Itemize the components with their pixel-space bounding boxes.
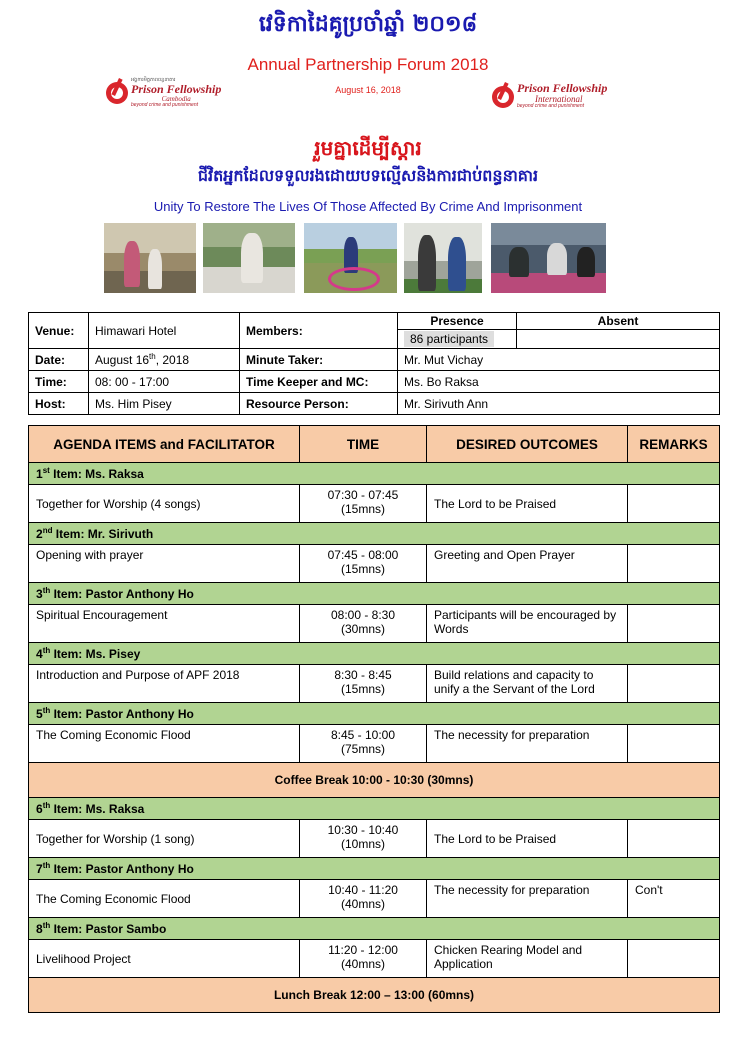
- members-label: Members:: [240, 313, 398, 349]
- header-desired-outcomes: DESIRED OUTCOMES: [427, 426, 628, 463]
- logo-name: Prison Fellowship: [131, 82, 222, 97]
- header-remarks: REMARKS: [628, 426, 720, 463]
- venue-label: Venue:: [29, 313, 89, 349]
- section-facilitator: 2nd Item: Mr. Sirivuth: [29, 523, 720, 545]
- host-value: Ms. Him Pisey: [89, 393, 240, 415]
- section-facilitator: 3th Item: Pastor Anthony Ho: [29, 583, 720, 605]
- agenda-header-row: [29, 426, 720, 463]
- host-label: Host:: [29, 393, 89, 415]
- agenda-outcome: The Lord to be Praised: [427, 820, 628, 858]
- presence-value: 86 participants: [404, 331, 494, 347]
- agenda-time: 10:30 - 10:40 (10mns): [300, 820, 427, 858]
- khmer-title: វេទិកាដៃគូប្រចាំឆ្នាំ ២០១៨: [258, 12, 478, 37]
- photo-child-washing: [203, 223, 295, 293]
- section-facilitator: 6th Item: Ms. Raksa: [29, 798, 720, 820]
- logo-sub: International: [535, 93, 583, 104]
- event-date: August 16, 2018: [335, 85, 401, 95]
- agenda-remark: [628, 725, 720, 763]
- prison-fellowship-international-logo: [492, 82, 607, 109]
- agenda-item-row: [29, 725, 720, 763]
- section-facilitator: 8th Item: Pastor Sambo: [29, 918, 720, 940]
- agenda-time: 07:30 - 07:45 (15mns): [300, 485, 427, 523]
- venue-value: Himawari Hotel: [89, 313, 240, 349]
- agenda-remark: [628, 545, 720, 583]
- logo-tagline: beyond crime and punishment: [517, 103, 584, 110]
- agenda-remark: [628, 605, 720, 643]
- agenda-section-row: [29, 858, 720, 880]
- header-agenda-items: AGENDA ITEMS and FACILITATOR: [29, 426, 300, 463]
- time-label: Time:: [29, 371, 89, 393]
- agenda-section-row: [29, 463, 720, 485]
- logo-sub: Cambodia: [161, 94, 191, 103]
- page-title: Annual Partnership Forum 2018: [247, 55, 489, 74]
- lunch-break-row: [29, 978, 720, 1013]
- agenda-remark: Con't: [628, 880, 720, 918]
- absent-value: [517, 330, 720, 349]
- section-facilitator: 4th Item: Ms. Pisey: [29, 643, 720, 665]
- agenda-item-row: [29, 820, 720, 858]
- agenda-time: 8:45 - 10:00 (75mns): [300, 725, 427, 763]
- logo-name: Prison Fellowship: [517, 81, 608, 95]
- agenda-time: 8:30 - 8:45 (15mns): [300, 665, 427, 703]
- pf-logo-icon: [106, 82, 128, 104]
- timekeeper-label: Time Keeper and MC:: [240, 371, 398, 393]
- khmer-theme-line-1: រួមគ្នាដើម្បីស្តារ: [314, 136, 422, 160]
- resource-person-value: Mr. Sirivuth Ann: [398, 393, 720, 415]
- minute-taker-value: Mr. Mut Vichay: [398, 349, 720, 371]
- agenda-remark: [628, 665, 720, 703]
- agenda-table: [28, 425, 720, 1013]
- agenda-item-row: [29, 940, 720, 978]
- agenda-item: Introduction and Purpose of APF 2018: [29, 665, 300, 703]
- agenda-item-row: [29, 880, 720, 918]
- agenda-item: The Coming Economic Flood: [29, 880, 300, 918]
- photo-children-at-house: [104, 223, 196, 293]
- agenda-section-row: [29, 918, 720, 940]
- agenda-outcome: The Lord to be Praised: [427, 485, 628, 523]
- header-time: TIME: [300, 426, 427, 463]
- agenda-time: 11:20 - 12:00 (40mns): [300, 940, 427, 978]
- logo-khmer-text: អង្គការមិត្តភាព​ពន្ធនាគារ: [131, 77, 176, 83]
- lunch-break: Lunch Break 12:00 – 13:00 (60mns): [29, 978, 720, 1013]
- agenda-item-row: [29, 605, 720, 643]
- khmer-theme-line-2: ជីវិតអ្នកដែលទទួលរងដោយបទល្មើសនិងការជាប់ពន្ធនាគារ: [197, 166, 539, 185]
- section-facilitator: 5th Item: Pastor Anthony Ho: [29, 703, 720, 725]
- section-facilitator: 7th Item: Pastor Anthony Ho: [29, 858, 720, 880]
- coffee-break-row: [29, 763, 720, 798]
- absent-label: Absent: [517, 313, 720, 330]
- presence-cell: [398, 330, 517, 349]
- time-value: 08: 00 - 17:00: [89, 371, 240, 393]
- date-label: Date:: [29, 349, 89, 371]
- agenda-time: 10:40 - 11:20 (40mns): [300, 880, 427, 918]
- meeting-info-table: [28, 312, 720, 415]
- agenda-time: 07:45 - 08:00 (15mns): [300, 545, 427, 583]
- pf-logo-icon: [492, 86, 514, 108]
- agenda-time: 08:00 - 8:30 (30mns): [300, 605, 427, 643]
- agenda-remark: [628, 820, 720, 858]
- agenda-item-row: [29, 665, 720, 703]
- agenda-section-row: [29, 703, 720, 725]
- agenda-outcome: Build relations and capacity to unify a the Servant of the Lord: [427, 665, 628, 703]
- agenda-item: Spiritual Encouragement: [29, 605, 300, 643]
- presence-label: Presence: [398, 313, 517, 330]
- agenda-remark: [628, 485, 720, 523]
- logo-tagline: beyond crime and punishment: [131, 102, 198, 109]
- section-facilitator: 1st Item: Ms. Raksa: [29, 463, 720, 485]
- agenda-outcome: Greeting and Open Prayer: [427, 545, 628, 583]
- minute-taker-label: Minute Taker:: [240, 349, 398, 371]
- coffee-break: Coffee Break 10:00 - 10:30 (30mns): [29, 763, 720, 798]
- agenda-section-row: [29, 643, 720, 665]
- resource-person-label: Resource Person:: [240, 393, 398, 415]
- agenda-section-row: [29, 523, 720, 545]
- agenda-outcome: The necessity for preparation: [427, 725, 628, 763]
- agenda-item: The Coming Economic Flood: [29, 725, 300, 763]
- agenda-outcome: The necessity for preparation: [427, 880, 628, 918]
- agenda-section-row: [29, 798, 720, 820]
- photo-presentation: [404, 223, 482, 293]
- agenda-item-row: [29, 485, 720, 523]
- date-value: August 16th, 2018: [89, 349, 240, 371]
- prison-fellowship-cambodia-logo: [106, 78, 221, 108]
- agenda-outcome: Participants will be encouraged by Words: [427, 605, 628, 643]
- theme-english: Unity To Restore The Lives Of Those Affected By Crime And Imprisonment: [153, 199, 583, 214]
- agenda-item: Together for Worship (1 song): [29, 820, 300, 858]
- agenda-item-row: [29, 545, 720, 583]
- agenda-item: Opening with prayer: [29, 545, 300, 583]
- agenda-outcome: Chicken Rearing Model and Application: [427, 940, 628, 978]
- timekeeper-value: Ms. Bo Raksa: [398, 371, 720, 393]
- photo-girl-with-bicycle: [304, 223, 397, 293]
- agenda-section-row: [29, 583, 720, 605]
- agenda-remark: [628, 940, 720, 978]
- agenda-item: Livelihood Project: [29, 940, 300, 978]
- photo-forum-meeting: [491, 223, 606, 293]
- agenda-item: Together for Worship (4 songs): [29, 485, 300, 523]
